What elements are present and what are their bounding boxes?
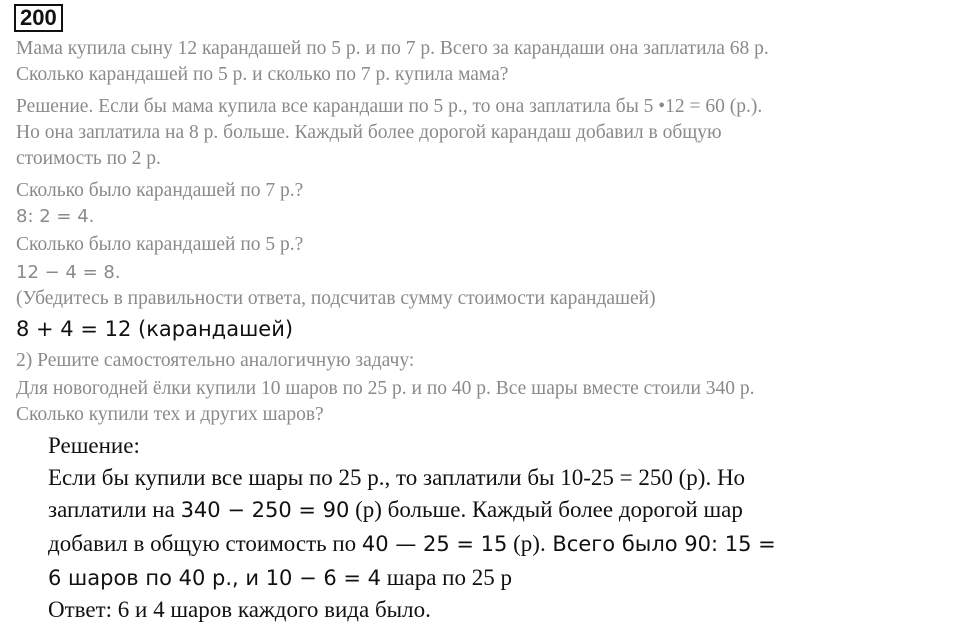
question-line: Сколько было карандашей по 7 р.? — [16, 180, 304, 201]
answer-line: Ответ: 6 и 4 шаров каждого вида было. — [48, 597, 431, 622]
solution-line — [48, 562, 512, 594]
problem-text-line: Мама купила сыну 12 карандашей по 5 р. и по 7 р. Всего за карандаши она заплатила 68 р. — [16, 38, 769, 59]
question-line: Сколько было карандашей по 5 р.? — [16, 234, 304, 255]
solution-text: добавил в общую стоимость по — [48, 531, 362, 556]
solution-text: (р). — [507, 531, 546, 556]
hint-line: (Убедитесь в правильности ответа, подсчитав сумму стоимости карандашей) — [16, 288, 656, 309]
problem-number: 200 — [14, 4, 63, 32]
solution-formula: 6 шаров по 40 р. — [48, 566, 233, 590]
formula-line: 12 − 4 = 8. — [16, 262, 121, 283]
solution-line: Если бы купили все шары по 25 р., то заплатили бы 10-25 = 250 (р). Но — [48, 465, 746, 490]
solution-text: (р) больше. Каждый более дорогой шар — [349, 497, 743, 522]
solution-line — [48, 528, 776, 560]
solution-text-line: Но она заплатила на 8 р. больше. Каждый более дорогой карандаш добавил в общую — [16, 122, 722, 143]
formula-line: 8: 2 = 4. — [16, 206, 95, 227]
solution-text: шара по 25 р — [381, 565, 512, 590]
task-text-line: Сколько купили тех и других шаров? — [16, 404, 324, 425]
solution-line — [48, 494, 743, 526]
solution-text: заплатили на — [48, 497, 181, 522]
answer-formula: 8 + 4 = 12 (карандашей) — [16, 317, 294, 341]
task-text-line: Для новогодней ёлки купили 10 шаров по 25 р. и по 40 р. Все шары вместе стоили 340 р. — [16, 378, 755, 399]
problem-text-line: Сколько карандашей по 5 р. и сколько по 7 р. купила мама? — [16, 64, 509, 85]
solution-formula: 40 — 25 = 15 — [361, 532, 508, 556]
solution-formula: 340 − 250 = 90 — [180, 498, 350, 522]
solution-heading: Решение: — [48, 433, 140, 458]
solution-text-line: стоимость по 2 р. — [16, 148, 161, 169]
solution-formula: , и 10 − 6 = 4 — [232, 566, 382, 590]
solution-formula: Всего было 90: 15 = — [545, 532, 776, 556]
task-heading: 2) Решите самостоятельно аналогичную задачу: — [16, 350, 415, 371]
solution-text-line: Решение. Если бы мама купила все карандаши по 5 р., то она заплатила бы 5 •12 = 60 (р.). — [16, 96, 763, 117]
